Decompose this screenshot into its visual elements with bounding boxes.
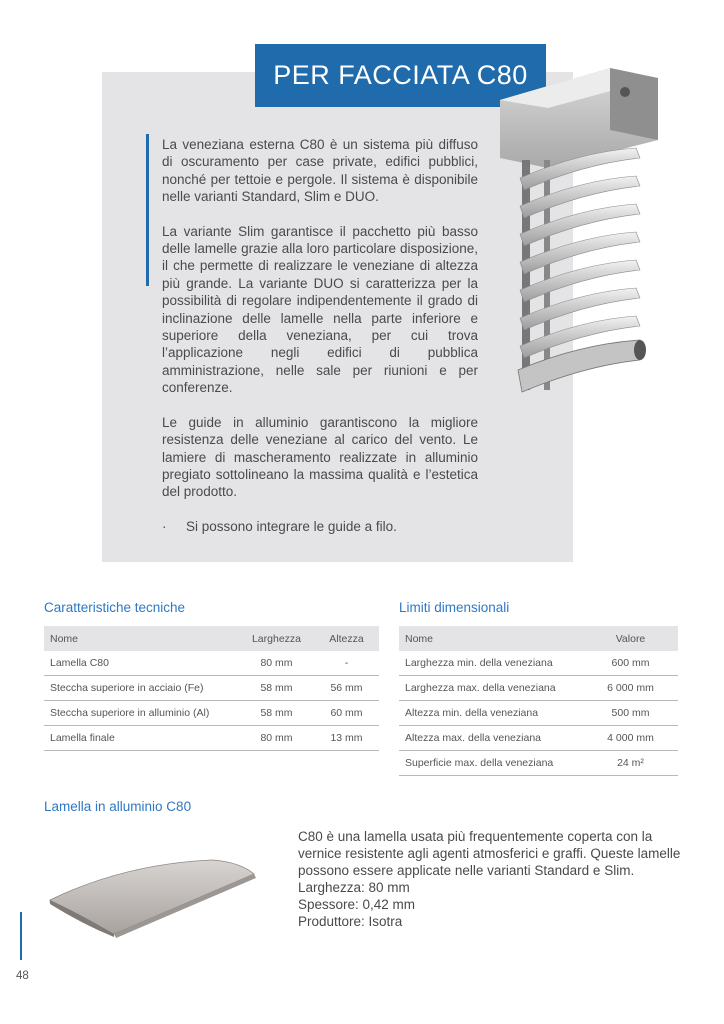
bullet-marker: · xyxy=(162,518,167,534)
tech-table xyxy=(44,626,379,751)
table-cell: 80 mm xyxy=(239,726,314,751)
lamella-description xyxy=(298,828,684,930)
intro-accent-bar xyxy=(146,134,149,286)
table-cell: 4 000 mm xyxy=(583,726,678,751)
page-title: PER FACCIATA C80 xyxy=(255,44,546,107)
lamella-width: Larghezza: 80 mm xyxy=(298,880,410,895)
intro-paragraph: Le guide in alluminio garantiscono la migliore resistenza delle veneziane al carico del vento. Le lamiere di mascheramento realizzate in alluminio pregiato sottolineano la massima qualità e l’estetica del prodotto. xyxy=(162,414,478,500)
table-cell: 24 m² xyxy=(583,751,678,776)
table-cell: Lamella finale xyxy=(44,726,239,751)
table-cell: Altezza max. della veneziana xyxy=(399,726,583,751)
table-cell: Larghezza max. della veneziana xyxy=(399,676,583,701)
page-number: 48 xyxy=(16,970,29,982)
table-cell: Lamella C80 xyxy=(44,651,239,676)
table-cell: Larghezza min. della veneziana xyxy=(399,651,583,676)
table-cell: 500 mm xyxy=(583,701,678,726)
bullet-text: Si possono integrare le guide a filo. xyxy=(186,518,397,534)
table-row xyxy=(399,701,678,726)
table-row xyxy=(399,751,678,776)
intro-bullet xyxy=(162,518,478,535)
column-header: Altezza xyxy=(314,626,379,651)
table-cell: 58 mm xyxy=(239,676,314,701)
table-row xyxy=(399,726,678,751)
table-row xyxy=(399,651,678,676)
table-cell: Steccha superiore in alluminio (Al) xyxy=(44,701,239,726)
table-cell: 80 mm xyxy=(239,651,314,676)
intro-text xyxy=(162,136,478,552)
limits-table xyxy=(399,626,678,776)
lamella-heading: Lamella in alluminio C80 xyxy=(44,799,192,814)
table-row xyxy=(44,701,379,726)
table-cell: 6 000 mm xyxy=(583,676,678,701)
table-cell: 600 mm xyxy=(583,651,678,676)
table-cell: - xyxy=(314,651,379,676)
table-row xyxy=(399,676,678,701)
intro-paragraph: La variante Slim garantisce il pacchetto più basso delle lamelle grazie alla loro particolare disposizione, il che permette di realizzare le veneziane di altezza più grande. La variante DUO si caratterizza per la possibilità di regolare indipendentemente il grado di inclinazione delle lamelle nella parte inferiore e superiore della veneziana, per cui trova l’applicazione negli edifici di pubblica amministrazione, nelle sale per riunioni e per conferenze. xyxy=(162,223,478,396)
lamella-producer: Produttore: Isotra xyxy=(298,914,403,929)
lamella-thickness: Spessore: 0,42 mm xyxy=(298,897,416,912)
tech-heading: Caratteristiche tecniche xyxy=(44,600,186,615)
table-cell: 58 mm xyxy=(239,701,314,726)
table-row xyxy=(44,726,379,751)
column-header: Nome xyxy=(399,626,583,651)
lamella-text: C80 è una lamella usata più frequentemente coperta con la vernice resistente agli agenti atmosferici e graffi. Queste lamelle possono essere applicate nelle varianti Standard e Slim. xyxy=(298,829,681,878)
lamella-illustration xyxy=(44,852,264,947)
column-header: Larghezza xyxy=(239,626,314,651)
table-cell: 13 mm xyxy=(314,726,379,751)
column-header: Nome xyxy=(44,626,239,651)
table-cell: Steccha superiore in acciaio (Fe) xyxy=(44,676,239,701)
table-cell: 60 mm xyxy=(314,701,379,726)
table-header-row xyxy=(399,626,678,651)
intro-paragraph: La veneziana esterna C80 è un sistema più diffuso di oscuramento per case private, edifici pubblici, nonché per tettoie e pergole. Il sistema è disponibile nelle varianti Standard, Slim e DUO. xyxy=(162,137,478,205)
table-row xyxy=(44,676,379,701)
column-header: Valore xyxy=(583,626,678,651)
table-cell: Superficie max. della veneziana xyxy=(399,751,583,776)
table-cell: 56 mm xyxy=(314,676,379,701)
table-row xyxy=(44,651,379,676)
page-accent-bar xyxy=(20,912,22,960)
limits-heading: Limiti dimensionali xyxy=(399,600,510,615)
blind-illustration xyxy=(500,60,670,400)
table-header-row xyxy=(44,626,379,651)
table-cell: Altezza min. della veneziana xyxy=(399,701,583,726)
